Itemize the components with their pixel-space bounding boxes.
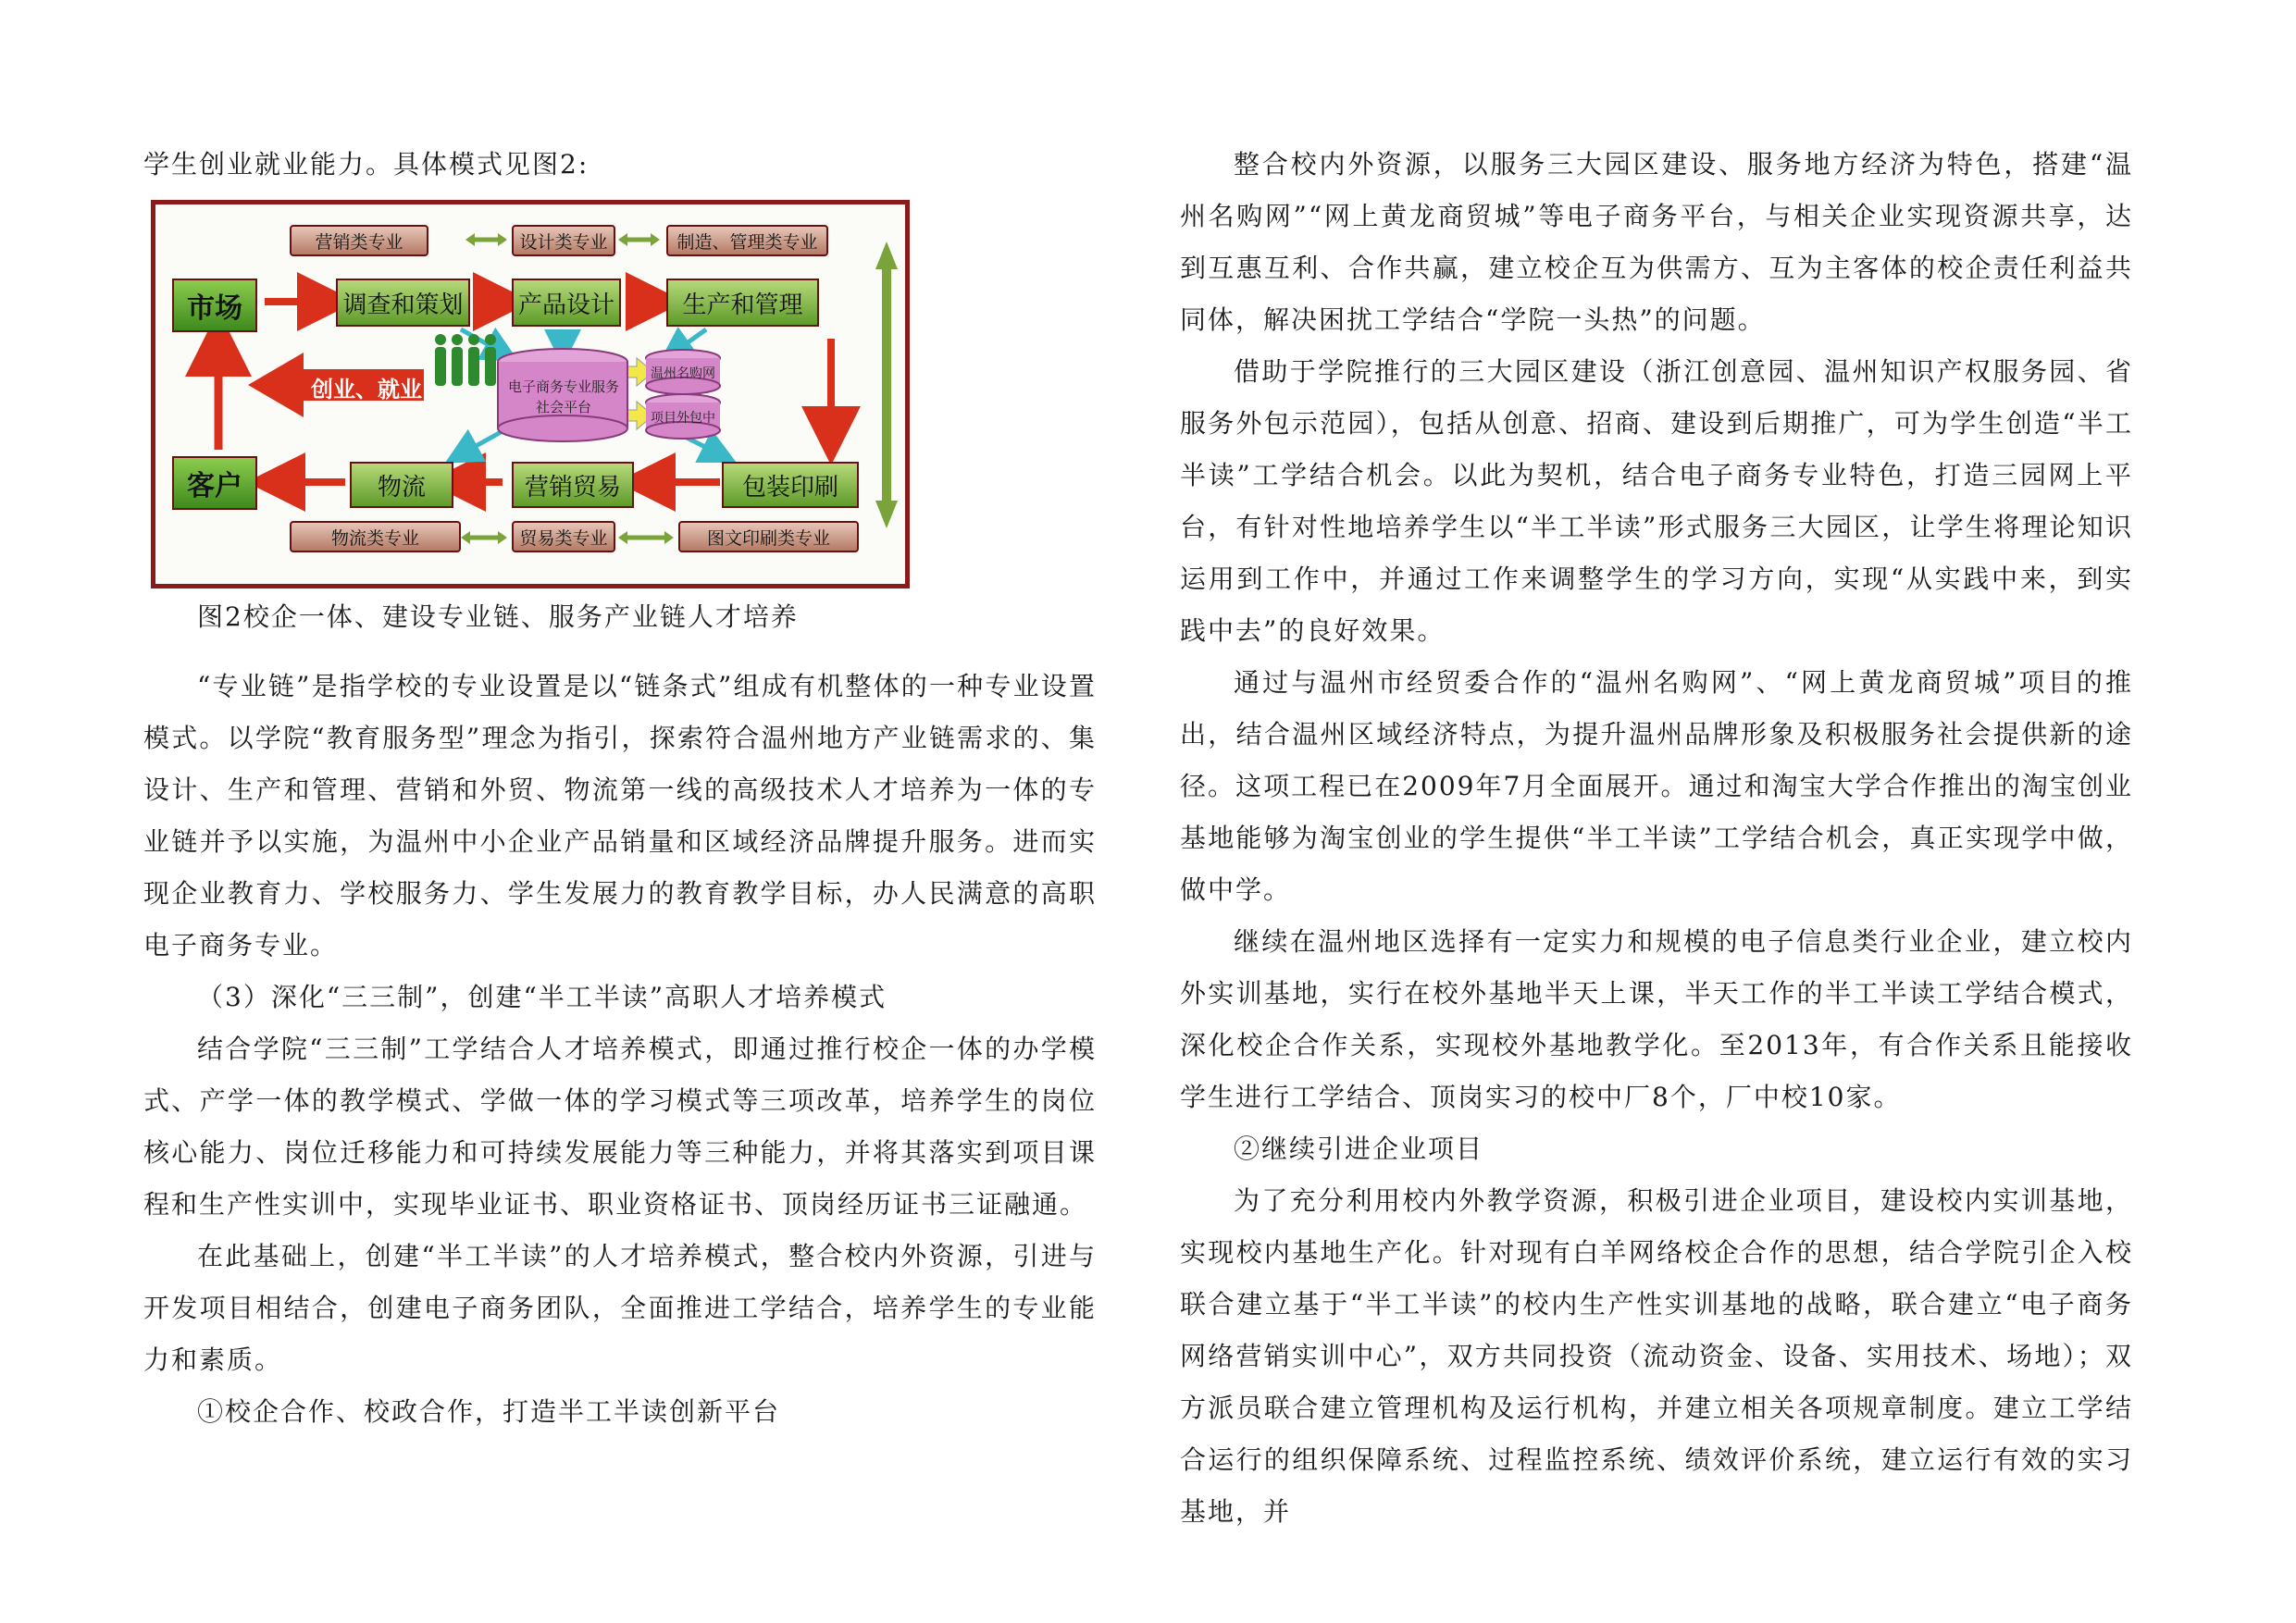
site2-label: 项目外包中 (651, 411, 715, 426)
right-paragraph-4: 继续在温州地区选择有一定实力和规模的电子信息类行业企业，建立校内外实训基地，实行在校外基地半天上课，半天工作的半工半读工学结合模式，深化校企合作关系，实现校外基地教学化。至2013年，有合作关系且能接收学生进行工学结合、顶岗实习的校中厂8个，厂中校10家。 (1180, 926, 2133, 1112)
right-column (1180, 139, 2133, 1538)
right-paragraph-2: 借助于学院推行的三大园区建设（浙江创意园、温州知识产权服务园、省服务外包示范园），包括从创意、招商、建设到后期推广，可为学生创造“半工半读”工学结合机会。以此为契机，结合电子商务专业特色，打造三园网上平台，有针对性地培养学生以“半工半读”形式服务三大园区，让学生将理论知识运用到工作中，并通过工作来调整学生的学习方向，实现“从实践中来，到实践中去”的良好效果。 (1180, 356, 2133, 646)
right-paragraph-3: 通过与温州市经贸委合作的“温州名购网”、“网上黄龙商贸城”项目的推出，结合温州区域经济特点，为提升温州品牌形象及积极服务社会提供新的途径。这项工程已在2009年7月全面展开。通过和淘宝大学合作推出的淘宝创业基地能够为淘宝创业的学生提供“半工半读”工学结合机会，真正实现学中做，做中学。 (1180, 667, 2133, 905)
right-paragraph-1: 整合校内外资源，以服务三大园区建设、服务地方经济为特色，搭建“温州名购网”“网上黄龙商贸城”等电子商务平台，与相关企业实现资源共享，达到互惠互利、合作共赢，建立校企互为供需方、互为主客体的校企责任利益共同体，解决困扰工学结合“学院一头热”的问题。 (1180, 149, 2133, 335)
entrepreneurship-label: 创业、就业 (311, 377, 422, 403)
item-heading-2: ②继续引进企业项目 (1234, 1134, 1484, 1164)
logistics-box: 物流 (350, 462, 453, 508)
design-box: 产品设计 (512, 279, 621, 327)
left-paragraph-2: 结合学院“三三制”工学结合人才培养模式，即通过推行校企一体的办学模式、产学一体的教学模式、学做一体的学习模式等三项改革，培养学生的岗位核心能力、岗位迁移能力和可持续发展能力等三种能力，并将其落实到项目课程和生产性实训中，实现毕业证书、职业资格证书、顶岗经历证书三证融通。 (143, 1034, 1097, 1220)
survey-box: 调查和策划 (336, 279, 470, 327)
major-trade: 贸易类专业 (512, 521, 615, 552)
section-heading-3: （3）深化“三三制”，创建“半工半读”高职人才培养模式 (197, 982, 887, 1012)
market-box: 市场 (172, 279, 257, 332)
major-design: 设计类专业 (512, 225, 615, 256)
major-logistics: 物流类专业 (290, 521, 461, 552)
item-heading-1: ①校企合作、校政合作，打造半工半读创新平台 (197, 1396, 781, 1427)
left-paragraph-1: “专业链”是指学校的专业设置是以“链条式”组成有机整体的一种专业设置模式。以学院“教育服务型”理念为指引，探索符合温州地方产业链需求的、集设计、生产和管理、营销和外贸、物流第一线的高级技术人才培养为一体的专业链并予以实施，为温州中小企业产品销量和区域经济品牌提升服务。进而实现企业教育力、学校服务力、学生发展力的教育教学目标，办人民满意的高职电子商务专业。 (143, 671, 1097, 960)
platform-label: 电子商务专业服务社会平台 (507, 378, 619, 415)
right-paragraph-5: 为了充分利用校内外教学资源，积极引进企业项目，建设校内实训基地，实现校内基地生产化。针对现有白羊网络校企合作的思想，结合学院引企入校联合建立基于“半工半读”的校内生产性实训基地的战略，联合建立“电子商务网络营销实训中心”，双方共同投资（流动资金、设备、实用技术、场地）；双方派员联合建立管理机构及运行机构，并建立相关各项规章制度。建立工学结合运行的组织保障系统、过程监控系统、绩效评价系统，建立运行有效的实习基地，并 (1180, 1185, 2133, 1527)
major-marketing: 营销类专业 (290, 225, 428, 256)
customer-box: 客户 (172, 456, 257, 510)
left-column (143, 139, 1097, 1438)
trade-box: 营销贸易 (512, 462, 634, 508)
talent-model-diagram (151, 200, 910, 588)
figure-caption: 图2校企一体、建设专业链、服务产业链人才培养 (197, 601, 799, 632)
left-paragraph-3: 在此基础上，创建“半工半读”的人才培养模式，整合校内外资源，引进与开发项目相结合，创建电子商务团队，全面推进工学结合，培养学生的专业能力和素质。 (143, 1241, 1097, 1375)
major-manufacturing: 制造、管理类专业 (666, 225, 828, 256)
site1-label: 温州名购网 (651, 366, 715, 381)
intro-text: 学生创业就业能力。具体模式见图2: (143, 149, 590, 180)
major-printing: 图文印刷类专业 (678, 521, 859, 552)
production-box: 生产和管理 (666, 279, 819, 327)
packaging-box: 包装印刷 (722, 462, 859, 508)
people-figures (435, 334, 496, 386)
